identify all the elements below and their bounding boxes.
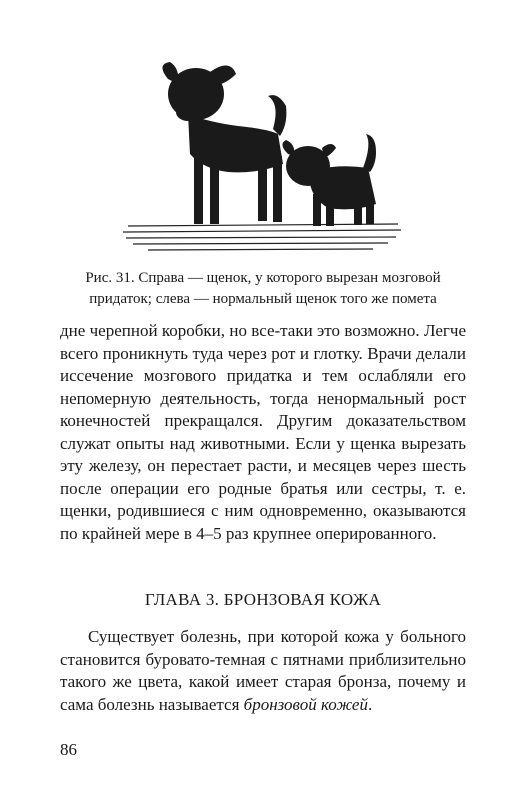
ground-hatching bbox=[123, 224, 401, 250]
figure-caption bbox=[40, 268, 486, 310]
puppies-illustration bbox=[118, 44, 408, 259]
paragraph-1-text: дне черепной коробки, но все-таки это возможно. Легче всего проникнуть туда через рот и глотку. Врачи делали иссечение мозгового придатка и тем ослабляли его непомерную деятельность, тогда ненормальный рост конечностей прекращался. Другим доказательством служат опыты над животными. Если у щенка вырезать эту железу, он перестает расти, и месяцев через шесть после операции его родные братья или сестры, т. е. щенки, родившиеся с ним одновременно, оказываются по крайней мере в 4–5 раз крупнее оперированного. bbox=[60, 321, 466, 543]
chapter-heading: ГЛАВА 3. БРОНЗОВАЯ КОЖА bbox=[144, 590, 382, 609]
body-paragraph-1 bbox=[60, 320, 466, 545]
caption-line-2: придаток; слева — нормальный щенок того же помета bbox=[89, 291, 437, 307]
caption-line-1: Рис. 31. Справа — щенок, у которого вырезан мозговой bbox=[85, 270, 441, 286]
body-paragraph-2 bbox=[60, 626, 466, 716]
puppies-engraving bbox=[118, 44, 408, 259]
page-number: 86 bbox=[60, 740, 77, 759]
paragraph-2-text: Существует болезнь, при которой кожа у больного становится буровато-темная с пятнами приблизительно такого же цвета, какой имеет старая бронза, почему и сама болезнь называется bbox=[60, 627, 466, 714]
operated-puppy bbox=[282, 134, 376, 226]
normal-puppy bbox=[162, 62, 286, 224]
paragraph-2-italic-term: бронзовой кожей bbox=[243, 694, 368, 714]
paragraph-2-end: . bbox=[367, 694, 373, 714]
paragraph-2 bbox=[60, 626, 466, 716]
